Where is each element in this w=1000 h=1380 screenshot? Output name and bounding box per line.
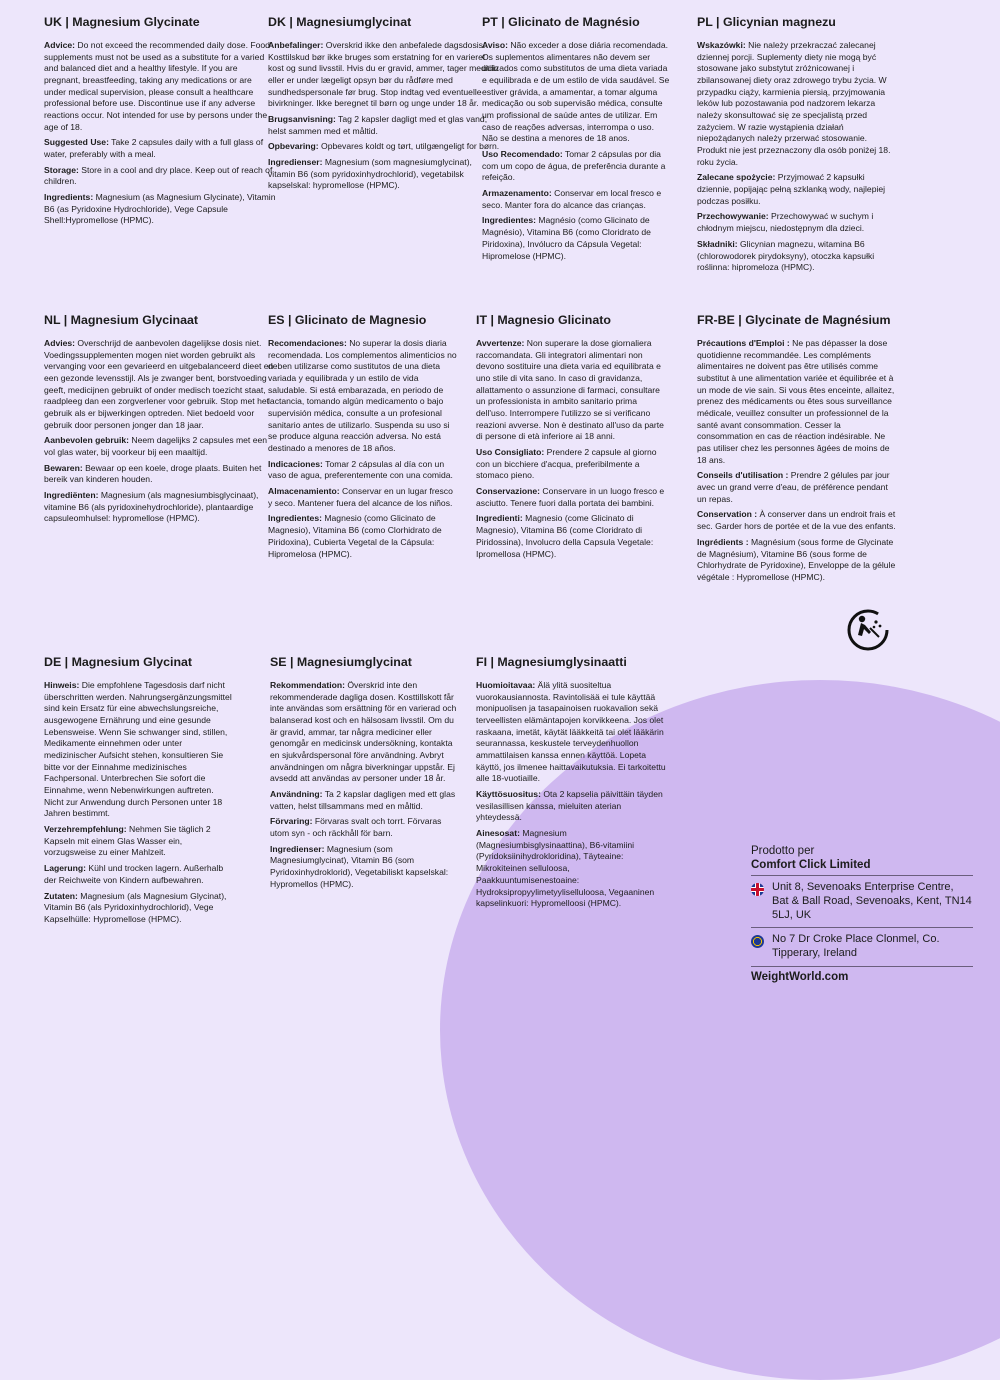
section [44, 680, 234, 820]
section-text: Conservare in un luogo fresco e asciutto. Tenere fuori dalla portata dei bambini. [476, 486, 665, 508]
section-label: Wskazówki: [697, 39, 746, 50]
section-label: Ainesosat: [476, 828, 520, 839]
section [270, 789, 462, 812]
tidyman-recycle-icon [846, 608, 890, 652]
section-text: Tomar 2 cápsulas al día con un vaso de agua, preferentemente con una comida. [268, 458, 453, 481]
section [44, 40, 276, 134]
block-uk [44, 14, 276, 231]
block-title: NL | Magnesium Glycinaat [44, 313, 199, 327]
section [44, 891, 234, 926]
section-label: Advies: [44, 337, 76, 348]
section-label: Conseils d'utilisation : [697, 470, 789, 481]
section-text: Die empfohlene Tagesdosis darf nicht überschritten werden. Nahrungsergänzungsmittel sind kein Ersatz für eine abwechslungsreiche, ausgewogene Ernährung und eine gesunde Lebensweise. Wenn Sie schwanger sind, stillen, Medikamente einnehmen oder unter medizinischer Aufsicht stehen, konsultieren Sie bitte vor der Einnahme medizinisches Fachpersonal. Unterbrechen Sie sofort die Einnahme, wenn Nebenwirkungen auftreten. Nicht zur Anwendung durch Personen unter 18 Jahren bestimmt. [44, 679, 232, 819]
block-de [44, 654, 234, 930]
section-label: Ingrédients : [697, 536, 749, 547]
section-label: Almacenamiento: [268, 486, 340, 497]
section-label: Käyttösuositus: [476, 789, 541, 800]
section-label: Opbevaring: [268, 141, 319, 152]
section-label: Storage: [44, 164, 79, 175]
section-label: Recomendaciones: [268, 337, 347, 348]
section-label: Advice: [44, 39, 76, 50]
section [697, 239, 897, 274]
section-label: Conservation : [697, 509, 758, 520]
section-label: Ingredients: [44, 192, 94, 203]
section [476, 486, 666, 509]
section-text: Przyjmować 2 kapsułki dziennie, popijając pełną szklanką wody, najlepiej podczas posiłku. [697, 172, 886, 206]
section [44, 338, 276, 432]
section [44, 192, 276, 227]
section [268, 114, 500, 137]
section-text: Ta 2 kapslar dagligen med ett glas vatten, helst tillsammans med en måltid. [270, 789, 456, 811]
section-label: Uso Recomendado: [482, 149, 563, 160]
section [482, 149, 672, 184]
section-text: Magnesium (als magnesiumbisglycinaat), vitamine B6 (als pyridoxinehydrochloride), plantaardige capsuleomhulsel: hypromellose (HPMC). [44, 490, 259, 524]
section-text: Ota 2 kapselia päivittäin täyden vesilasillisen kanssa, mieluiten aterian yhteydessä. [476, 789, 663, 823]
section-text: Overskrid ikke den anbefalede dagsdosis. Kosttilskud bør ikke bruges som erstatning for en varieret kost og sund livsstil. Hvis du er gravid, ammer, tager medicin eller er under lægeligt opsyn bør du rådføre med sundhedspersonale før brug. Stop indtag ved eventuelle bivirkninger. Ikke beregnet til børn og unge under 18 år. [268, 39, 499, 109]
section-label: Indicaciones: [268, 458, 323, 469]
section-text: Magnésio (como Glicinato de Magnésio), Vitamina B6 (como Cloridrato de Piridoxina), Invólucro da Cápsula Vegetal: Hipromelose (HPMC). [482, 215, 651, 261]
block-se [270, 654, 462, 895]
section-text: Magnesium (Magnesiumbisglysinaattina), B6-vitamiini (Pyridoksiinihydrokloridina), Täyteaine: Mikrokiteinen selluloosa, Paakkuuntumisenestoaine: Hydroksipropyylimetyyliselluloosa, Vegaaninen kapselinkuori: Hypromelloosi (HPMC). [476, 828, 655, 909]
section-label: Ingrediënten: [44, 490, 99, 501]
block-nl [44, 312, 276, 529]
section [697, 470, 897, 505]
section-label: Przechowywanie: [697, 211, 769, 222]
block-title: PL | Glicynian magnezu [697, 15, 836, 29]
section [44, 137, 276, 160]
section-text: Magnesium (as Magnesium Glycinate), Vitamin B6 (as Pyridoxine Hydrochloride), Vege Capsule Shell:Hypromellose (HPMC). [44, 192, 276, 226]
ie-address: No 7 Dr Croke Place Clonmel, Co. Tipperary, Ireland [772, 933, 940, 959]
section [268, 40, 500, 110]
section-label: Verzehrempfehlung: [44, 824, 127, 835]
ie-address-row [751, 927, 973, 966]
section-label: Avvertenze: [476, 337, 525, 348]
manufacturer-info [751, 845, 973, 983]
section-label: Ingredienti: [476, 513, 523, 524]
section-text: Bewaar op een koele, droge plaats. Buiten het bereik van kinderen houden. [44, 462, 262, 485]
section-label: Brugsanvisning: [268, 113, 336, 124]
section [44, 863, 234, 886]
section [44, 490, 276, 525]
section [476, 828, 666, 910]
section-label: Aviso: [482, 39, 508, 50]
section-text: Neem dagelijks 2 capsules met een vol glas water, bij voorkeur bij een maaltijd. [44, 435, 268, 458]
section [44, 165, 276, 188]
company-name: Comfort Click Limited [751, 859, 871, 871]
section-text: Magnesium (als Magnesium Glycinat), Vitamin B6 (als Pyridoxinhydrochlorid), Vege Kapselhülle: Hypromellose (HPMC). [44, 890, 227, 924]
section-label: Användning: [270, 789, 323, 800]
section-label: Suggested Use: [44, 137, 109, 148]
block-es [268, 312, 458, 564]
block-title: UK | Magnesium Glycinate [44, 15, 200, 29]
section-text: Do not exceed the recommended daily dose. Food supplements must not be used as a substitute for a varied and balanced diet and a healthy lifestyle. If you are pregnant, breastfeeding, taking any medications or are under medical supervision, please consult a healthcare professional before use. Discontinue use if any adverse reactions occur. Not intended for use by persons under the age of 18. [44, 39, 270, 132]
produced-by-label: Prodotto per [751, 845, 815, 857]
section [270, 680, 462, 785]
section-text: Glicynian magnezu, witamina B6 (chlorowodorek pirydoksyny), otoczka kapsułki roślinna: hipromeloza (HPMC). [697, 238, 875, 273]
section-label: Ingredienser: [268, 157, 323, 168]
section [268, 486, 458, 509]
block-title: DK | Magnesiumglycinat [268, 15, 412, 29]
section-text: Overschrijd de aanbevolen dagelijkse dosis niet. Voedingssupplementen mogen niet worden gebruikt als vervanging voor een gevarieerd en uitgebalanceerd dieet en een gezonde levensstijl. Als je zwanger bent, borstvoeding geeft, medicijnen gebruikt of onder medisch toezicht staat, raadpleeg dan een zorgverlener voor gebruik. Stop met het gebruik als er bijwerkingen optreden. Niet bedoeld voor gebruik door personen jonger dan 18 jaar. [44, 337, 274, 430]
section [268, 141, 500, 153]
section-text: Kühl und trocken lagern. Außerhalb der Reichweite von Kindern aufbewahren. [44, 863, 224, 885]
section [476, 447, 666, 482]
section [476, 789, 666, 824]
block-title: ES | Glicinato de Magnesio [268, 313, 427, 327]
uk-address-row [751, 875, 973, 927]
section-label: Aanbevolen gebruik: [44, 435, 129, 446]
section [482, 40, 672, 145]
section-label: Huomioitavaa: [476, 679, 536, 690]
section-label: Ingredientes: [268, 513, 322, 524]
section [268, 513, 458, 560]
section [44, 435, 276, 458]
section-text: Överskrid inte den rekommenderade dagliga dosen. Kosttillskott får inte användas som ersättning för en varierad och balanserad kost och en hälsosam livsstil. Om du är gravid, ammar, tar några mediciner eller genomgår en medicinsk undersökning, kontakta en sjukvårdspersonal före användning. Avbryt användningen om några biverkningar uppstår. Ej avsedd att användas av personer under 18 år. [270, 679, 457, 784]
section-text: Magnesium (som magnesiumglycinat), vitamin B6 (som pyridoxinhydrochlorid), vegetabilsk kapselskal: hypromellose (HPMC). [268, 157, 472, 191]
section-label: Armazenamento: [482, 188, 552, 199]
section [268, 157, 500, 192]
section [476, 680, 666, 785]
block-fr-be [697, 312, 897, 588]
section [697, 509, 897, 532]
section [697, 211, 897, 234]
section-label: Hinweis: [44, 679, 80, 690]
section-text: Magnesio (come Glicinato di Magnesio), Vitamina B6 (come Cloridrato di Piridossina), Involucro della Capsula Vegetale: Ipromellosa (HPMC). [476, 513, 654, 559]
eu-flag-icon [751, 935, 764, 948]
section [482, 215, 672, 262]
section [270, 816, 462, 839]
section-label: Zalecane spożycie: [697, 172, 776, 183]
section-text: Prendere 2 capsule al giorno con un bicchiere d'acqua, preferibilmente a stomaco pieno. [476, 447, 657, 481]
section [697, 40, 897, 169]
section-label: Précautions d'Emploi : [697, 337, 790, 348]
block-title: IT | Magnesio Glicinato [476, 313, 611, 327]
uk-address: Unit 8, Sevenoaks Enterprise Centre, Bat & Ball Road, Sevenoaks, Kent, TN14 5LJ, UK [772, 881, 972, 921]
block-title: PT | Glicinato de Magnésio [482, 15, 640, 29]
section-text: Magnesium (som Magnesiumglycinat), Vitamin B6 (som Pyridoxinhydroklorid), Vegetabiliskt kapselskal: Hypromellos (HPMC). [270, 843, 449, 889]
section-label: Lagerung: [44, 863, 87, 874]
section-text: Nie należy przekraczać zalecanej dziennej porcji. Suplementy diety nie mogą być stosowane jako substytut zróżnicowanej i zbilansowanej diety oraz zdrowego trybu życia. W przypadku ciąży, karmienia piersią, przyjmowania leków lub pozostawania pod nadzorem lekarza należy skonsultować się ze specjalistą przed zażyciem. W razie wystąpienia działań niepożądanych należy przerwać stosowanie. Produkt nie jest przeznaczony dla osób poniżej 18. roku życia. [697, 39, 891, 167]
brand-website: WeightWorld.com [751, 966, 973, 983]
section-label: Anbefalinger: [268, 39, 324, 50]
section [697, 338, 897, 467]
section [44, 463, 276, 486]
block-pt [482, 14, 672, 266]
section-label: Conservazione: [476, 486, 540, 497]
block-fi [476, 654, 666, 914]
section-text: Opbevares koldt og tørt, utilgængeligt for børn. [318, 141, 500, 152]
block-title: FR-BE | Glycinate de Magnésium [697, 313, 891, 327]
block-title: SE | Magnesiumglycinat [270, 655, 412, 669]
section [268, 338, 458, 455]
section-text: Não exceder a dose diária recomendada. Os suplementos alimentares não devem ser utilizados como substitutos de uma dieta variada e equilibrada e de um estilo de vida saudável. Se estiver grávida, a amamentar, a tomar alguma medicação ou sob supervisão médica, consulte um profissional de saúde antes de utilizar. Em caso de reações adversas, interrompa o uso. Não se destina a menores de 18 anos. [482, 39, 670, 144]
block-title: DE | Magnesium Glycinat [44, 655, 193, 669]
section-text: Nehmen Sie täglich 2 Kapseln mit einem Glas Wasser ein, vorzugsweise zu einer Mahlzeit. [44, 824, 211, 858]
section-label: Rekommendation: [270, 679, 345, 690]
section-text: Tomar 2 cápsulas por dia com um copo de água, de preferência durante a refeição. [482, 149, 666, 183]
section-label: Uso Consigliato: [476, 447, 545, 458]
section [476, 338, 666, 443]
section-text: Conservar em local fresco e seco. Manter fora do alcance das crianças. [482, 188, 662, 210]
section-text: Conservar en un lugar fresco y seco. Mantener fuera del alcance de los niños. [268, 486, 453, 508]
section-label: Förvaring: [270, 816, 313, 827]
section-text: No superar la dosis diaria recomendada. Los complementos alimenticios no deben utilizarse como sustitutos de una dieta variada y equilibrada y un estilo de vida saludable. Si está embarazada, en periodo de lactancia, tomando algún medicamento o bajo supervisión médica, consulte a un profesional sanitario antes de utilizarlo. Suspenda su uso si se produce alguna reacción adversa. No está destinado a menores de 18 años. [268, 337, 457, 454]
block-title: FI | Magnesiumglysinaatti [476, 655, 627, 669]
section [476, 513, 666, 560]
section-text: À conserver dans un endroit frais et sec. Garder hors de portée et de la vue des enfants. [697, 509, 896, 532]
section-text: Prendre 2 gélules par jour avec un grand verre d'eau, de préférence pendant un repas. [697, 470, 890, 504]
section-text: Store in a cool and dry place. Keep out of reach of children. [44, 164, 273, 187]
section-text: Magnesio (como Glicinato de Magnesio), Vitamina B6 (como Clorhidrato de Piridoxina), Cubierta Vegetal de la Cápsula: Hipromelosa (HPMC). [268, 513, 442, 559]
block-it [476, 312, 666, 564]
section-label: Ingredienser: [270, 843, 325, 854]
section [697, 172, 897, 207]
section [270, 844, 462, 891]
section [482, 188, 672, 211]
block-dk [268, 14, 500, 196]
section-text: Take 2 capsules daily with a full glass of water, preferably with a meal. [44, 137, 264, 160]
section-text: Älä ylitä suositeltua vuorokausiannosta. Ravintolisää ei tule käyttää monipuolisen ja tasapainoisen ruokavalion sekä terveellisten elämäntapojen korvikkeena. Jos olet raskaana, imetät, käytät lääkkeitä tai olet lääkärin seurannassa, keskustele terveydenhuollon ammattilaisen kanssa ennen käyttöä. Lopeta käyttö, jos ilmenee haittavaikutuksia. Ei tarkoitettu alle 18-vuotiaille. [476, 679, 666, 784]
block-pl [697, 14, 897, 278]
section-text: Non superare la dose giornaliera raccomandata. Gli integratori alimentari non devono sostituire una dieta varia ed equilibrata e uno stile di vita sano. In caso di gravidanza, allattamento o assunzione di farmaci, consultare un professionista in ambito sanitario prima dell'uso. Interrompere l'utilizzo se si verificano reazioni avverse. Non è destinato all'uso da parte di persone di età inferiore ai 18 anni. [476, 337, 664, 442]
section-label: Bewaren: [44, 462, 83, 473]
section [697, 537, 897, 584]
section-text: Magnésium (sous forme de Glycinate de Magnésium), Vitamine B6 (sous forme de Chlorhydrate de Pyridoxine), Enveloppe de la gélule végétale : Hypromellose (HPMC). [697, 536, 896, 582]
section-label: Składniki: [697, 238, 738, 249]
section-label: Ingredientes: [482, 215, 536, 226]
section-text: Ne pas dépasser la dose quotidienne recommandée. Les compléments alimentaires ne doivent pas être utilisés comme substitut à une alimentation variée et équilibrée et à un mode de vie sain. Si vous êtes enceinte, allaitez, prenez des médicaments ou êtes sous surveillance médicale, veuillez consulter un professionnel de la santé avant consommation. Cesser la consommation en cas de réaction indésirable. Ne pas utiliser chez les personnes âgées de moins de 18 ans. [697, 337, 895, 465]
uk-flag-icon [751, 883, 764, 896]
section-text: Tag 2 kapsler dagligt med et glas vand, helst sammen med et måltid. [268, 113, 488, 136]
section [268, 459, 458, 482]
section [44, 824, 234, 859]
section-text: Przechowywać w suchym i chłodnym miejscu, niedostępnym dla dzieci. [697, 211, 874, 234]
section-text: Förvaras svalt och torrt. Förvaras utom syn - och räckhåll för barn. [270, 816, 442, 839]
section-label: Zutaten: [44, 890, 78, 901]
